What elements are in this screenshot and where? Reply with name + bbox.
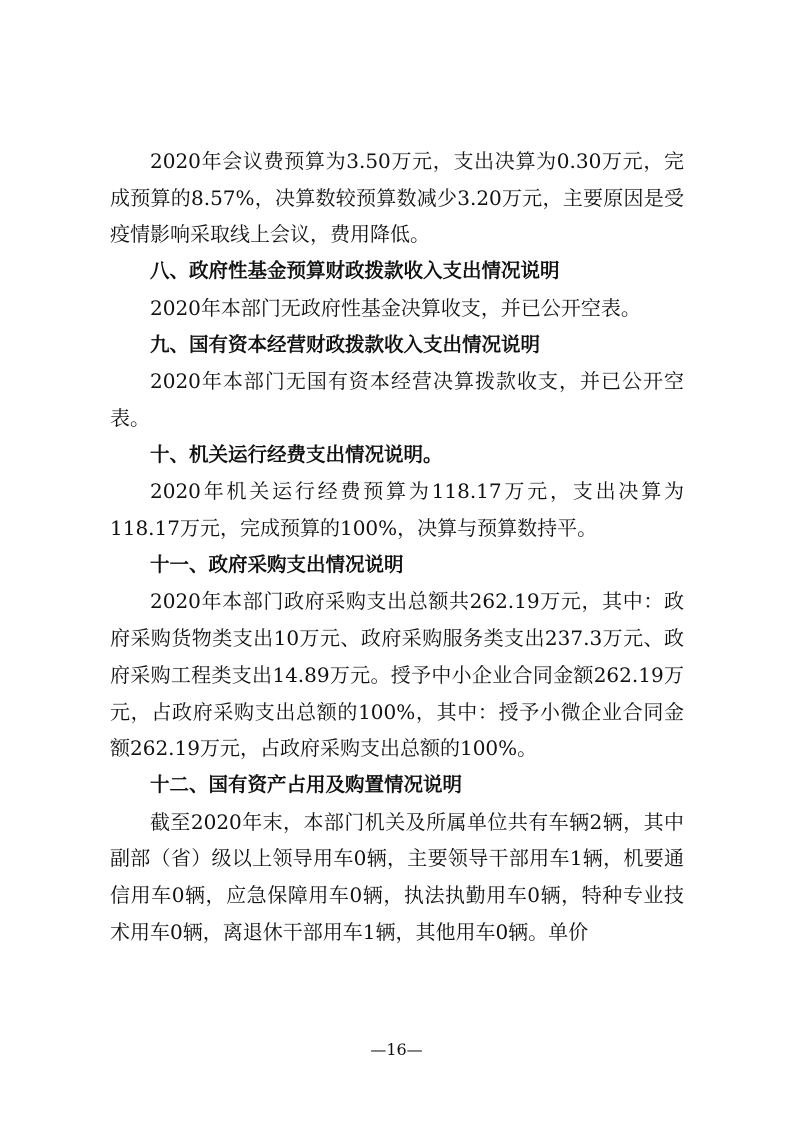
page-number: —16— bbox=[370, 1040, 423, 1059]
heading-operating-expenses: 十、机关运行经费支出情况说明。 bbox=[150, 442, 443, 466]
paragraph-operating-expenses: 2020年机关运行经费预算为118.17万元，支出决算为118.17万元，完成预算的100%，决算与预算数持平。 bbox=[110, 479, 684, 541]
heading-procurement: 十一、政府采购支出情况说明 bbox=[150, 552, 404, 576]
paragraph-state-capital: 2020年本部门无国有资本经营决算拨款收支，并已公开空表。 bbox=[110, 369, 684, 430]
paragraph-procurement: 2020年本部门政府采购支出总额共262.19万元，其中：政府采购货物类支出10万元、政府采购服务类支出237.3万元、政府采购工程类支出14.89万元。授予中小企业合同金额262.19万元，占政府采购支出总额的100%，其中：授予小微企业合同金额262.19万元，占政府采购支出总额的100%。 bbox=[110, 589, 684, 761]
paragraph-meeting-fees: 2020年会议费预算为3.50万元，支出决算为0.30万元，完成预算的8.57%，决算数较预算数减少3.20万元，主要原因是受疫情影响采取线上会议，费用降低。 bbox=[110, 149, 684, 247]
heading-state-assets: 十二、国有资产占用及购置情况说明 bbox=[150, 772, 463, 796]
paragraph-state-assets: 截至2020年末，本部门机关及所属单位共有车辆2辆，其中副部（省）级以上领导用车0辆，主要领导干部用车1辆，机要通信用车0辆，应急保障用车0辆，执法执勤用车0辆，特种专业技术用车0辆，离退休干部用车1辆，其他用车0辆。单价 bbox=[110, 809, 684, 944]
paragraph-government-fund: 2020年本部门无政府性基金决算收支，并已公开空表。 bbox=[150, 295, 641, 320]
heading-government-fund: 八、政府性基金预算财政拨款收入支出情况说明 bbox=[150, 259, 560, 283]
document-body bbox=[110, 143, 684, 950]
heading-state-capital: 九、国有资本经营财政拨款收入支出情况说明 bbox=[150, 332, 541, 356]
